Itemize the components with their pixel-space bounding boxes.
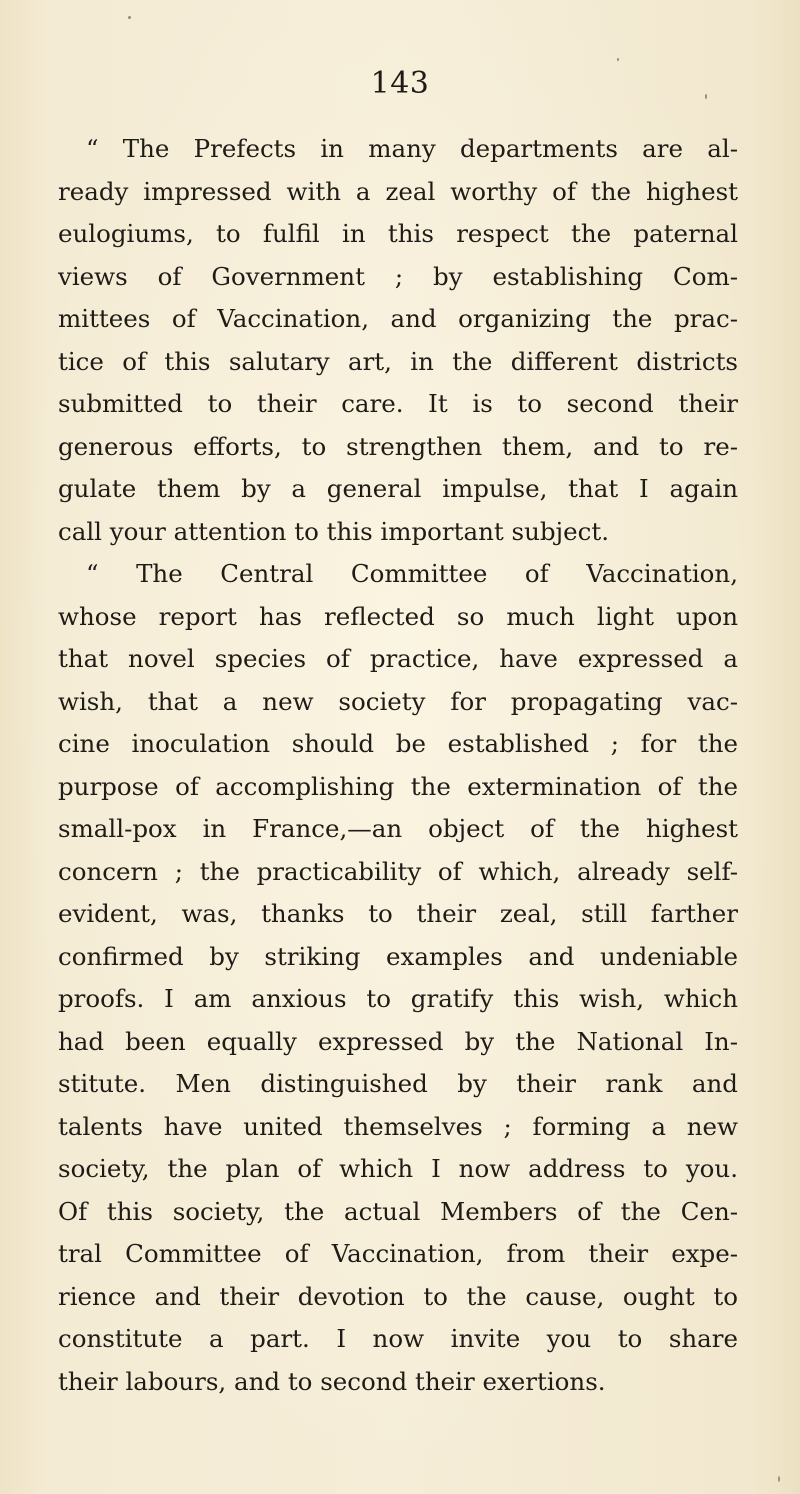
text-line: had been equally expressed by the National In- (58, 1026, 738, 1056)
paper-speck (778, 1476, 780, 1482)
text-line: gulate them by a general impulse, that I again (58, 474, 738, 503)
text-line: tice of this salutary art, in the different districts (58, 346, 738, 376)
paper-speck (617, 58, 619, 61)
text-line: call your attention to this important subject. (58, 516, 609, 546)
text-line: evident, was, thanks to their zeal, still farther (58, 899, 738, 928)
text-line: proofs. I am anxious to gratify this wish, which (58, 984, 738, 1013)
text-line: ready impressed with a zeal worthy of the highest (58, 176, 738, 206)
text-line: cine inoculation should be established ; for the (58, 729, 738, 758)
text-line: rience and their devotion to the cause, ought to (58, 1281, 738, 1311)
body-text (58, 128, 738, 1403)
text-line: talents have united themselves ; forming a new (58, 1111, 738, 1141)
text-line: stitute. Men distinguished by their rank and (58, 1069, 738, 1098)
text-line: society, the plan of which I now address to you. (58, 1154, 738, 1183)
text-line: their labours, and to second their exertions. (58, 1366, 606, 1396)
paper-speck (705, 94, 707, 99)
page-number: 143 (370, 66, 430, 101)
text-line: constitute a part. I now invite you to share (58, 1324, 738, 1353)
text-line: tral Committee of Vaccination, from their expe- (58, 1239, 738, 1268)
text-line: confirmed by striking examples and undeniable (58, 941, 738, 971)
text-line: concern ; the practicability of which, already self- (58, 856, 738, 886)
text-line: submitted to their care. It is to second their (58, 389, 738, 418)
text-line: mittees of Vaccination, and organizing the prac- (58, 304, 738, 333)
text-line: generous efforts, to strengthen them, and to re- (58, 431, 738, 461)
paper-speck (128, 16, 131, 19)
text-line: purpose of accomplishing the extermination of the (58, 771, 738, 801)
text-line: that novel species of practice, have expressed a (58, 644, 738, 673)
text-line: small-pox in France,—an object of the highest (58, 814, 738, 843)
text-line: “ The Prefects in many departments are al- (86, 134, 738, 163)
text-line: Of this society, the actual Members of the Cen- (58, 1196, 738, 1226)
text-line: whose report has reflected so much light upon (58, 601, 738, 631)
text-line: eulogiums, to fulfil in this respect the paternal (58, 219, 738, 248)
text-line: “ The Central Committee of Vaccination, (86, 559, 738, 588)
text-line: views of Government ; by establishing Com- (58, 261, 738, 291)
text-line: wish, that a new society for propagating vac- (58, 686, 738, 716)
